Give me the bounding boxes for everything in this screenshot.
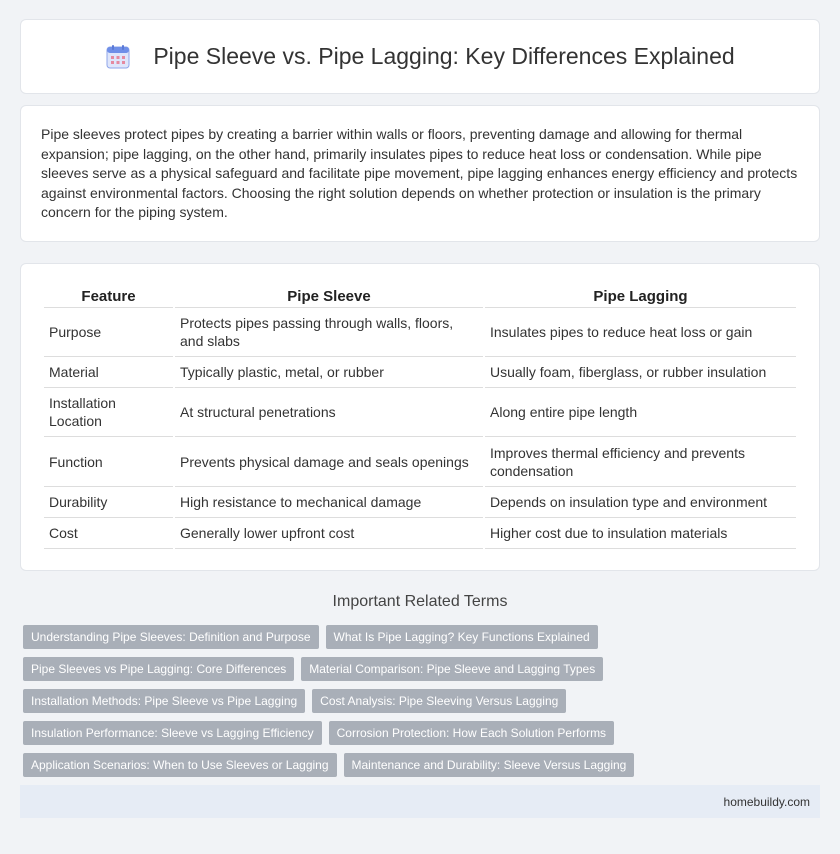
table-cell-feature: Durability <box>44 487 173 518</box>
table-row <box>44 487 796 518</box>
calendar-icon <box>105 44 131 70</box>
page-title: Pipe Sleeve vs. Pipe Lagging: Key Differences Explained <box>153 43 735 69</box>
table-cell-sleeve: At structural penetrations <box>175 388 483 437</box>
comparison-section <box>20 263 820 571</box>
related-term-tag[interactable]: Understanding Pipe Sleeves: Definition and Purpose <box>23 625 319 649</box>
table-header-row <box>44 284 796 308</box>
column-header-feature: Feature <box>44 284 173 308</box>
related-term-tag[interactable]: Insulation Performance: Sleeve vs Lagging Efficiency <box>23 721 322 745</box>
table-cell-lagging: Improves thermal efficiency and prevents condensation <box>485 437 796 487</box>
comparison-table <box>42 284 798 549</box>
related-term-tag[interactable]: Application Scenarios: When to Use Sleeves or Lagging <box>23 753 337 777</box>
table-row <box>44 357 796 388</box>
table-row <box>44 308 796 357</box>
related-terms-list <box>23 625 823 777</box>
table-cell-sleeve: High resistance to mechanical damage <box>175 487 483 518</box>
related-term-tag[interactable]: Maintenance and Durability: Sleeve Versus Lagging <box>344 753 635 777</box>
table-cell-lagging: Usually foam, fiberglass, or rubber insulation <box>485 357 796 388</box>
footer <box>20 785 820 818</box>
table-cell-feature: Purpose <box>44 308 173 357</box>
table-cell-lagging: Depends on insulation type and environment <box>485 487 796 518</box>
related-terms-title: Important Related Terms <box>332 593 508 610</box>
column-header-pipe-sleeve: Pipe Sleeve <box>175 284 483 308</box>
table-row <box>44 388 796 437</box>
intro-text: Pipe sleeves protect pipes by creating a barrier within walls or floors, preventing damage and allowing for thermal expansion; pipe lagging, on the other hand, primarily insulates pipes to reduce heat loss or condensation. While pipe sleeves serve as a physical safeguard and facilitate pipe movement, pipe lagging enhances energy efficiency and protects against environmental factors. Choosing the right solution depends on whether protection or insulation is the primary concern for the piping system. <box>41 126 798 221</box>
related-term-tag[interactable]: Pipe Sleeves vs Pipe Lagging: Core Differences <box>23 657 294 681</box>
page-header <box>20 19 820 94</box>
footer-site-link[interactable]: homebuildy.com <box>723 794 810 809</box>
related-term-tag[interactable]: Material Comparison: Pipe Sleeve and Lagging Types <box>301 657 603 681</box>
table-cell-feature: Installation Location <box>44 388 173 437</box>
table-cell-sleeve: Protects pipes passing through walls, floors, and slabs <box>175 308 483 357</box>
table-cell-sleeve: Typically plastic, metal, or rubber <box>175 357 483 388</box>
table-cell-feature: Function <box>44 437 173 487</box>
table-cell-feature: Cost <box>44 518 173 549</box>
column-header-pipe-lagging: Pipe Lagging <box>485 284 796 308</box>
table-cell-sleeve: Prevents physical damage and seals openings <box>175 437 483 487</box>
table-cell-feature: Material <box>44 357 173 388</box>
table-row <box>44 518 796 549</box>
table-cell-lagging: Higher cost due to insulation materials <box>485 518 796 549</box>
related-term-tag[interactable]: What Is Pipe Lagging? Key Functions Explained <box>326 625 598 649</box>
related-term-tag[interactable]: Cost Analysis: Pipe Sleeving Versus Lagging <box>312 689 566 713</box>
intro-section <box>20 105 820 242</box>
table-cell-sleeve: Generally lower upfront cost <box>175 518 483 549</box>
table-cell-lagging: Along entire pipe length <box>485 388 796 437</box>
related-term-tag[interactable]: Corrosion Protection: How Each Solution Performs <box>329 721 614 745</box>
related-term-tag[interactable]: Installation Methods: Pipe Sleeve vs Pipe Lagging <box>23 689 305 713</box>
table-row <box>44 437 796 487</box>
table-cell-lagging: Insulates pipes to reduce heat loss or gain <box>485 308 796 357</box>
